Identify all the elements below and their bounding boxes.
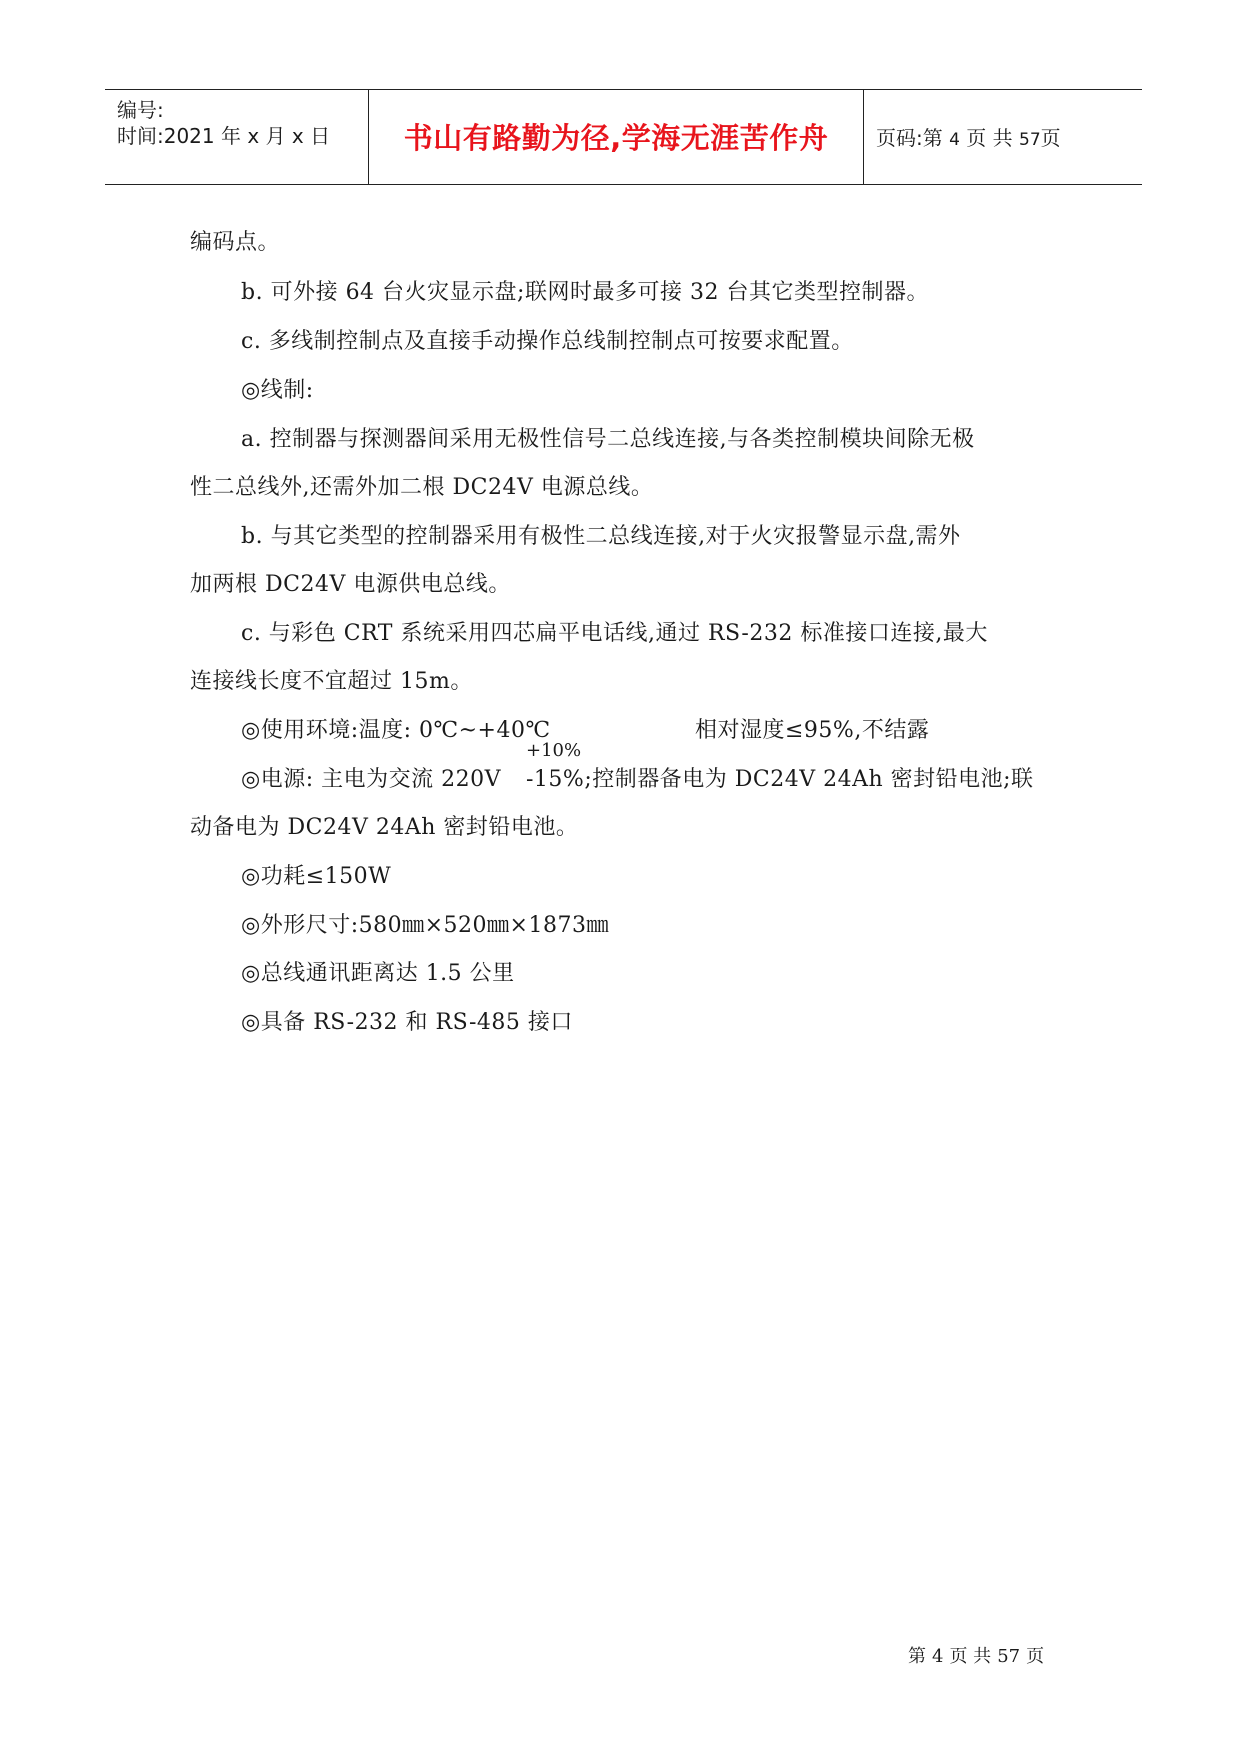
page-footer	[905, 1642, 1047, 1668]
body-line: 加两根 DC24V 电源供电总线。	[190, 572, 511, 597]
document-number-label: 编号:	[117, 98, 164, 122]
header-page-number	[876, 122, 1061, 151]
body-line: ◎线制:	[241, 378, 314, 403]
footer-page-current: 4	[932, 1646, 944, 1667]
body-line-power-cont: -15%;控制器备电为 DC24V 24Ah 密封铅电池;联	[526, 767, 1034, 792]
header-page-cell	[864, 90, 1142, 184]
header-page-suffix: 页	[1040, 126, 1061, 150]
body-line: ◎功耗≤150W	[241, 864, 392, 889]
footer-page-total: 57	[997, 1646, 1021, 1667]
body-line: 动备电为 DC24V 24Ah 密封铅电池。	[190, 815, 579, 840]
footer-prefix: 第	[908, 1646, 926, 1667]
body-line: ◎具备 RS-232 和 RS-485 接口	[241, 1010, 573, 1035]
body-line: a. 控制器与探测器间采用无极性信号二总线连接,与各类控制模块间除无极	[241, 427, 975, 452]
footer-suffix: 页	[1026, 1646, 1045, 1667]
body-line: b. 可外接 64 台火灾显示盘;联网时最多可接 32 台其它类型控制器。	[241, 280, 929, 305]
body-line: ◎外形尺寸:580㎜×520㎜×1873㎜	[241, 913, 609, 938]
header-page-prefix: 页码:第	[876, 126, 943, 150]
body-line: 性二总线外,还需外加二根 DC24V 电源总线。	[190, 475, 654, 500]
header-page-mid: 页 共	[966, 126, 1013, 150]
body-line-humidity: 相对湿度≤95%,不结露	[695, 718, 930, 743]
footer-mid: 页 共	[949, 1646, 992, 1667]
body-line-power: ◎电源: 主电为交流 220V	[241, 767, 501, 792]
header-page-current: 4	[949, 130, 960, 150]
body-line: c. 与彩色 CRT 系统采用四芯扁平电话线,通过 RS-232 标准接口连接,最大	[241, 621, 988, 646]
header-page-total: 57	[1019, 130, 1041, 150]
header-meta-cell	[105, 90, 369, 184]
body-line: b. 与其它类型的控制器采用有极性二总线连接,对于火灾报警显示盘,需外	[241, 524, 961, 549]
body-line: ◎总线通讯距离达 1.5 公里	[241, 961, 515, 986]
document-time-label: 时间:2021 年 x 月 x 日	[117, 124, 331, 148]
body-line: 编码点。	[190, 230, 281, 255]
header-motto: 书山有路勤为径,学海无涯苦作舟	[403, 121, 829, 155]
body-line: c. 多线制控制点及直接手动操作总线制控制点可按要求配置。	[241, 329, 854, 354]
body-line: 连接线长度不宜超过 15m。	[190, 669, 473, 694]
document-header	[105, 89, 1142, 185]
header-motto-cell	[369, 90, 864, 184]
voltage-tolerance-upper: +10%	[526, 740, 582, 761]
body-line-environment: ◎使用环境:温度: 0℃~+40℃	[241, 718, 551, 743]
